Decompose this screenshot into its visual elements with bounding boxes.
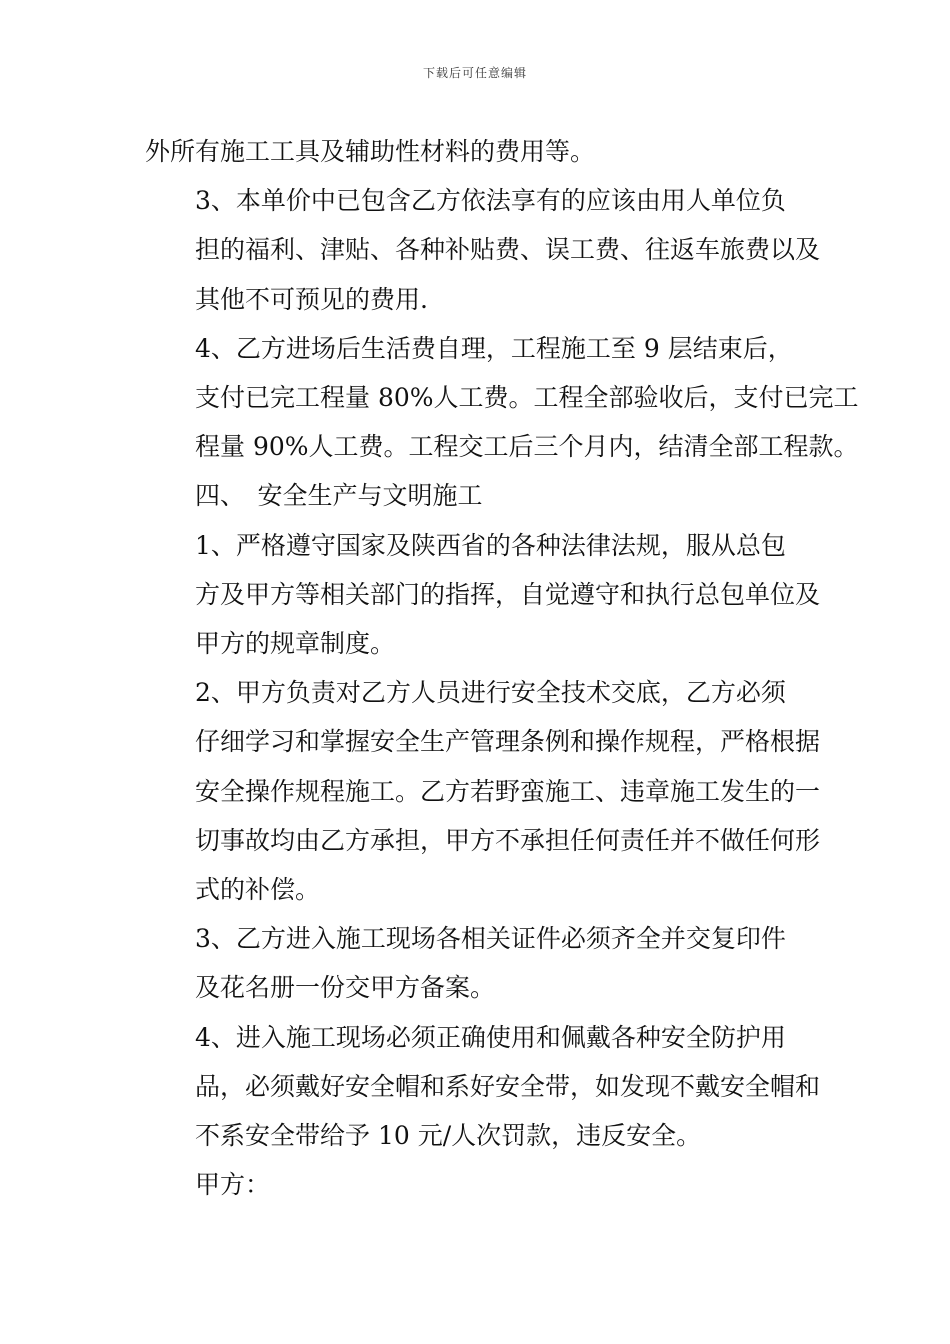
page-header-note: 下载后可任意编辑 (422, 66, 527, 80)
text-line: 四、 安全生产与文明施工 (195, 481, 483, 511)
section-heading-safety (145, 471, 810, 520)
paragraph-clause-3-unit-price (145, 176, 821, 324)
text-line: 式的补偿。 (195, 875, 321, 905)
text-line: 方及甲方等相关部门的指挥，自觉遵守和执行总包单位及 (195, 579, 821, 609)
text-line: 程量 90%人工费。工程交工后三个月内，结清全部工程款。 (195, 432, 859, 462)
text-line: 及花名册一份交甲方备案。 (195, 973, 496, 1003)
text-line: 安全操作规程施工。乙方若野蛮施工、违章施工发生的一 (195, 776, 821, 806)
signature-party-a-label (145, 1160, 810, 1209)
text-line: 1、严格遵守国家及陕西省的各种法律法规，服从总包 (195, 530, 786, 560)
text-line: 切事故均由乙方承担，甲方不承担任何责任并不做任何形 (195, 825, 821, 855)
text-line: 3、本单价中已包含乙方依法享有的应该由用人单位负 (195, 186, 786, 216)
text-line: 担的福利、津贴、各种补贴费、误工费、往返车旅费以及 (195, 235, 821, 265)
paragraph-safety-3 (145, 914, 810, 1012)
paragraph-safety-4 (145, 1013, 821, 1161)
text-line: 2、甲方负责对乙方人员进行安全技术交底，乙方必须 (195, 678, 786, 708)
text-line: 其他不可预见的费用. (195, 284, 428, 314)
paragraph-cost-continuation (145, 127, 810, 176)
text-line: 不系安全带给予 10 元/人次罚款，违反安全。 (195, 1121, 702, 1151)
text-line: 品，必须戴好安全帽和系好安全带，如发现不戴安全帽和 (195, 1071, 821, 1101)
text-line: 仔细学习和掌握安全生产管理条例和操作规程，严格根据 (195, 727, 821, 757)
document-body (145, 127, 859, 1209)
text-line: 4、进入施工现场必须正确使用和佩戴各种安全防护用 (195, 1022, 786, 1052)
text-line: 甲方的规章制度。 (195, 629, 396, 659)
text-line: 甲方： (195, 1170, 271, 1200)
text-line: 外所有施工工具及辅助性材料的费用等。 (145, 137, 596, 166)
text-line: 4、乙方进场后生活费自理，工程施工至 9 层结束后， (195, 333, 793, 363)
text-line: 支付已完工程量 80%人工费。工程全部验收后，支付已完工 (195, 383, 859, 413)
paragraph-clause-4-payment (145, 324, 859, 472)
paragraph-safety-2 (145, 668, 821, 914)
paragraph-safety-1 (145, 521, 821, 669)
text-line: 3、乙方进入施工现场各相关证件必须齐全并交复印件 (195, 924, 786, 954)
